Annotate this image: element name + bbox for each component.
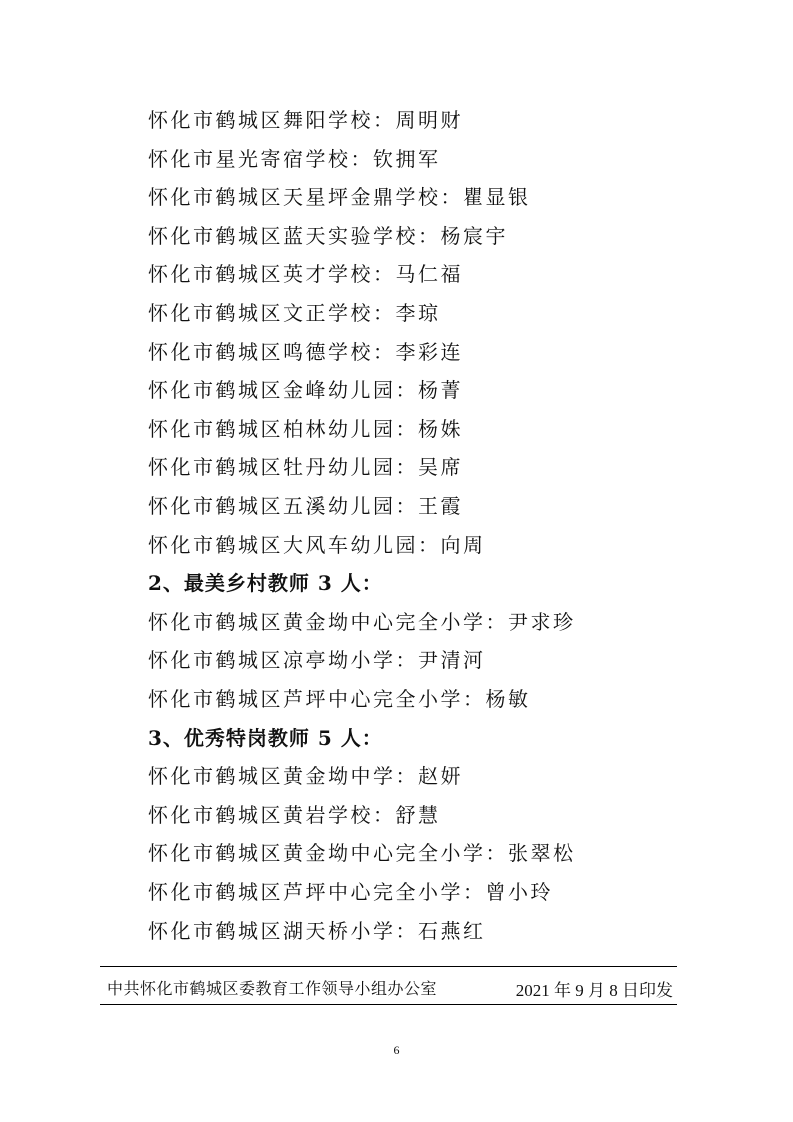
footer-top-rule (100, 966, 677, 967)
list-item: 怀化市鹤城区英才学校：马仁福 (148, 262, 463, 286)
list-item: 怀化市鹤城区黄金坳中学：赵妍 (148, 764, 463, 788)
footer-bottom-rule (100, 1004, 677, 1005)
list-item: 怀化市鹤城区舞阳学校：周明财 (148, 108, 463, 132)
list-item: 怀化市鹤城区五溪幼儿园：王霞 (148, 494, 463, 518)
list-item: 怀化市鹤城区芦坪中心完全小学：杨敏 (148, 687, 531, 711)
list-item: 怀化市鹤城区柏林幼儿园：杨姝 (148, 417, 463, 441)
list-item: 怀化市鹤城区鸣德学校：李彩连 (148, 340, 463, 364)
list-item: 怀化市鹤城区黄岩学校：舒慧 (148, 803, 441, 827)
list-item: 怀化市鹤城区黄金坳中心完全小学：尹求珍 (148, 610, 576, 634)
list-item: 怀化市鹤城区天星坪金鼎学校：瞿显银 (148, 185, 531, 209)
list-item: 怀化市星光寄宿学校：钦拥军 (148, 147, 441, 171)
list-item: 怀化市鹤城区蓝天实验学校：杨宸宇 (148, 224, 508, 248)
list-item: 怀化市鹤城区湖天桥小学：石燕红 (148, 919, 486, 943)
list-item: 怀化市鹤城区牡丹幼儿园：吴席 (148, 455, 463, 479)
issuing-organization: 中共怀化市鹤城区委教育工作领导小组办公室 (107, 979, 438, 998)
list-item: 怀化市鹤城区凉亭坳小学：尹清河 (148, 648, 486, 672)
list-item: 怀化市鹤城区黄金坳中心完全小学：张翠松 (148, 841, 576, 865)
list-item: 怀化市鹤城区大风车幼儿园：向周 (148, 533, 486, 557)
list-item: 怀化市鹤城区文正学校：李琼 (148, 301, 441, 325)
section-heading-rural-teachers: 2、最美乡村教师 3 人： (148, 571, 383, 595)
section-heading-special-post-teachers: 3、优秀特岗教师 5 人： (148, 726, 383, 750)
list-item: 怀化市鹤城区芦坪中心完全小学：曾小玲 (148, 880, 553, 904)
page-number: 6 (393, 1043, 400, 1057)
list-item: 怀化市鹤城区金峰幼儿园：杨菁 (148, 378, 463, 402)
issue-date: 2021 年 9 月 8 日印发 (515, 981, 673, 1000)
